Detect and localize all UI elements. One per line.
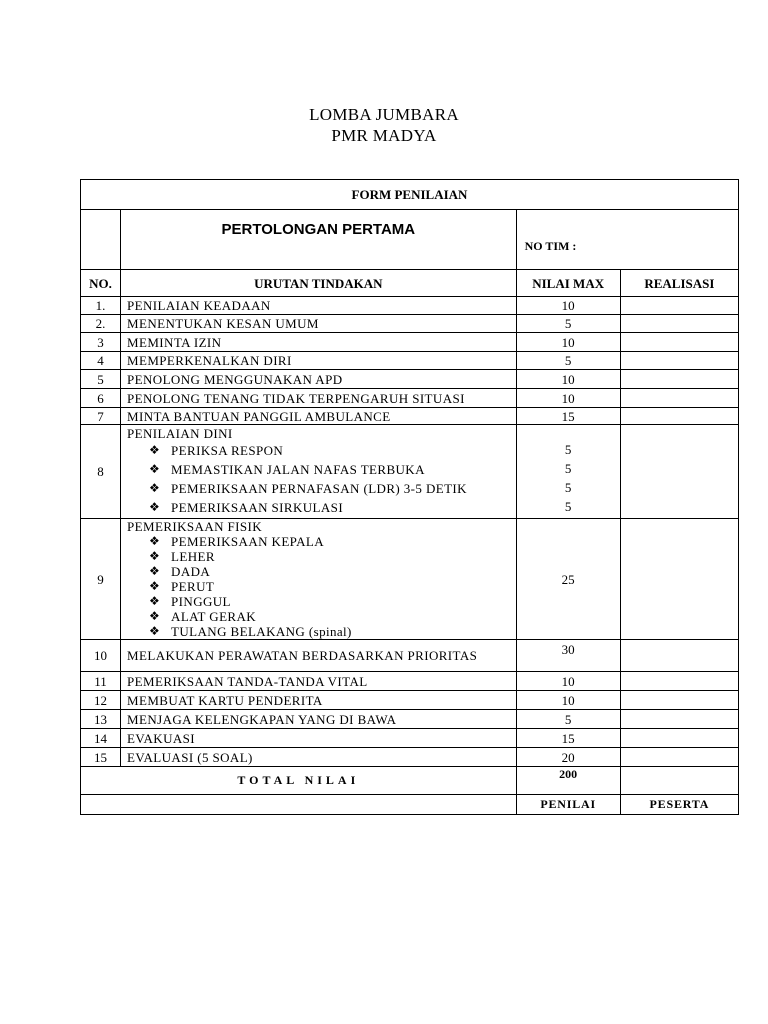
list-item-label: PINGGUL [171,594,231,609]
table-row [81,333,739,352]
total-label: TOTAL NILAI [81,767,517,795]
list-item-label: PERIKSA RESPON [171,443,284,458]
table-row [81,672,739,691]
diamond-bullet-icon: ❖ [149,534,161,548]
list-item [127,624,510,639]
realization-cell[interactable] [620,315,738,333]
list-item [127,579,510,594]
row-max: 5 [516,315,620,333]
row-8-heading: PENILAIAN DINI [127,426,233,441]
total-value: 200 [516,767,620,795]
table-row [81,297,739,315]
diamond-bullet-icon: ❖ [149,443,161,457]
event-title: LOMBA JUMBARA [309,105,459,124]
row-number: 2. [81,315,121,333]
form-title: FORM PENILAIAN [81,180,739,210]
list-item-label: PERUT [171,579,215,594]
assessment-form-table [80,179,739,815]
list-item-label: PEMERIKSAAN PERNAFASAN (LDR) 3-5 DETIK [171,481,467,496]
table-row-8 [81,425,739,519]
row-action: MINTA BANTUAN PANGGIL AMBULANCE [121,408,517,425]
row-action: MENENTUKAN KESAN UMUM [121,315,517,333]
item-max: 5 [564,479,572,495]
realization-cell[interactable] [620,748,738,767]
realization-cell[interactable] [620,389,738,408]
team-number-field[interactable]: NO TIM : [516,210,738,270]
col-header-realization: REALISASI [620,270,738,297]
col-header-max: NILAI MAX [516,270,620,297]
signature-row [81,795,739,815]
item-max: 5 [564,498,572,514]
realization-cell[interactable] [620,333,738,352]
row-number: 12 [81,691,121,710]
table-row [81,389,739,408]
diamond-bullet-icon: ❖ [149,594,161,608]
diamond-bullet-icon: ❖ [149,609,161,623]
row-max: 25 [516,519,620,640]
assessor-label: PENILAI [516,795,620,815]
row-number: 3 [81,333,121,352]
row-action: EVALUASI (5 SOAL) [121,748,517,767]
participant-label: PESERTA [620,795,738,815]
row-action: PENOLONG MENGGUNAKAN APD [121,370,517,389]
row-number: 8 [81,425,121,519]
row-number: 15 [81,748,121,767]
document-header [0,104,768,146]
row-action: PENOLONG TENANG TIDAK TERPENGARUH SITUASI [121,389,517,408]
row-max: 10 [516,672,620,691]
table-row [81,748,739,767]
list-item [127,594,510,609]
list-item-label: LEHER [171,549,215,564]
row-action: MENJAGA KELENGKAPAN YANG DI BAWA [121,710,517,729]
row-action: MEMBUAT KARTU PENDERITA [121,691,517,710]
list-item-label: MEMASTIKAN JALAN NAFAS TERBUKA [171,462,425,477]
total-row [81,767,739,795]
col-header-action: URUTAN TINDAKAN [121,270,517,297]
row-number: 14 [81,729,121,748]
table-row [81,729,739,748]
row-action: MEMPERKENALKAN DIRI [121,352,517,370]
row-max: 15 [516,729,620,748]
row-max: 15 [516,408,620,425]
list-item [127,479,510,498]
table-row [81,315,739,333]
realization-cell[interactable] [620,729,738,748]
row-action [121,519,517,640]
realization-cell[interactable] [620,425,738,519]
row-number: 6 [81,389,121,408]
list-item-label: PEMERIKSAAN KEPALA [171,534,325,549]
list-item [127,564,510,579]
row-max: 10 [516,297,620,315]
table-row [81,370,739,389]
row-action: EVAKUASI [121,729,517,748]
item-max: 5 [564,460,572,476]
row-max: 10 [516,370,620,389]
row-action: MELAKUKAN PERAWATAN BERDASARKAN PRIORITAS [121,640,517,672]
diamond-bullet-icon: ❖ [149,462,161,476]
row-number: 5 [81,370,121,389]
event-level: PMR MADYA [331,126,437,145]
subject-title: PERTOLONGAN PERTAMA [121,210,517,270]
realization-cell[interactable] [620,691,738,710]
list-item [127,498,510,517]
list-item [127,534,510,549]
list-item-label: TULANG BELAKANG (spinal) [171,624,352,639]
list-item-label: ALAT GERAK [171,609,257,624]
realization-cell[interactable] [620,352,738,370]
list-item [127,549,510,564]
table-row-10 [81,640,739,672]
row-action: PENILAIAN KEADAAN [121,297,517,315]
row-number: 9 [81,519,121,640]
realization-cell[interactable] [620,519,738,640]
row-max: 30 [516,640,620,672]
row-max: 10 [516,389,620,408]
realization-cell[interactable] [620,297,738,315]
realization-cell[interactable] [620,370,738,389]
list-item [127,460,510,479]
table-row [81,352,739,370]
total-realization-cell[interactable] [620,767,738,795]
table-row [81,710,739,729]
realization-cell[interactable] [620,408,738,425]
table-row [81,408,739,425]
realization-cell[interactable] [620,640,738,672]
realization-cell[interactable] [620,710,738,729]
col-header-no: NO. [81,270,121,297]
blank-cell [81,795,517,815]
row-number: 1. [81,297,121,315]
row-9-heading: PEMERIKSAAN FISIK [127,519,263,534]
table-row-9 [81,519,739,640]
subject-row [81,210,739,270]
row-max: 10 [516,691,620,710]
row-number: 11 [81,672,121,691]
diamond-bullet-icon: ❖ [149,624,161,638]
item-max: 5 [564,441,572,457]
row-number: 4 [81,352,121,370]
row-number: 10 [81,640,121,672]
row-max: 20 [516,748,620,767]
list-item [127,441,510,460]
row-max: 5 [516,710,620,729]
row-action [121,425,517,519]
row-max-values [516,425,620,519]
row-action: MEMINTA IZIN [121,333,517,352]
list-item-label: PEMERIKSAAN SIRKULASI [171,500,344,515]
diamond-bullet-icon: ❖ [149,500,161,514]
row-action: PEMERIKSAAN TANDA-TANDA VITAL [121,672,517,691]
diamond-bullet-icon: ❖ [149,481,161,495]
blank-cell [81,210,121,270]
list-item-label: DADA [171,564,211,579]
diamond-bullet-icon: ❖ [149,564,161,578]
list-item [127,609,510,624]
diamond-bullet-icon: ❖ [149,549,161,563]
column-header-row [81,270,739,297]
realization-cell[interactable] [620,672,738,691]
table-row [81,691,739,710]
diamond-bullet-icon: ❖ [149,579,161,593]
row-max: 10 [516,333,620,352]
row-number: 7 [81,408,121,425]
form-title-row [81,180,739,210]
row-number: 13 [81,710,121,729]
row-max: 5 [516,352,620,370]
